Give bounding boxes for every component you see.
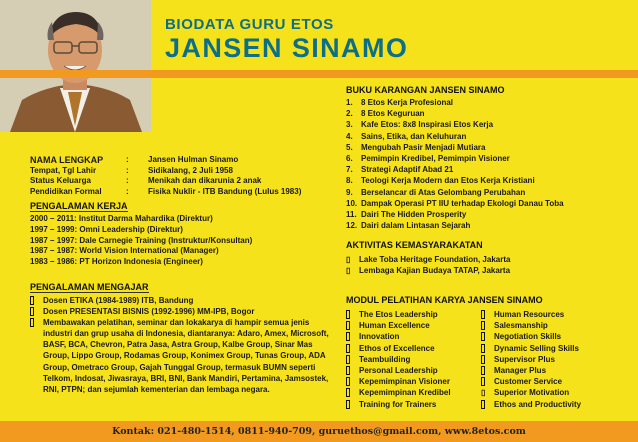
contact-info: Kontak: 021-480-1514, 0811-940-709, guruethos@gmail.com, www.8etos.com	[112, 426, 526, 437]
list-item: 9. Berselancar di Atas Gelombang Perubahan	[346, 187, 526, 197]
bullet-icon: ▯	[481, 388, 486, 398]
list-item: Innovation	[346, 331, 451, 342]
list-item: ▯ Superior Motivation	[481, 388, 570, 398]
list-item: 1997 – 1999: Omni Leadership (Direktur)	[30, 224, 183, 234]
bio-value: Menikah dan dikarunia 2 anak	[148, 176, 262, 186]
bio-value: Jansen Hulman Sinamo	[148, 155, 239, 164]
bio-colon: :	[126, 176, 129, 186]
teaching-title: PENGALAMAN MENGAJAR	[30, 282, 149, 292]
list-item: ▯ Lembaga Kajian Budaya TATAP, Jakarta	[346, 266, 511, 276]
bullet-icon	[30, 317, 40, 330]
list-item: Kepemimpinan Kredibel	[346, 387, 451, 398]
list-item: Dosen PRESENTASI BISNIS (1992-1996) MM-IPB, Bogor	[30, 306, 336, 317]
list-item: Teambuilding	[346, 354, 451, 365]
bio-label: Tempat, Tgl Lahir	[30, 165, 97, 175]
list-item: Negotiation Skills	[481, 331, 581, 342]
activities-list	[346, 254, 510, 276]
list-item: 4. Sains, Etika, dan Keluhuran	[346, 131, 467, 141]
list-item: 10. Dampak Operasi PT IIU terhadap Ekologi Danau Toba	[346, 198, 564, 208]
list-item: Training for Trainers	[346, 399, 451, 410]
modules-column-2	[481, 309, 581, 410]
header-accent-bar	[0, 70, 638, 78]
books-title: BUKU KARANGAN JANSEN SINAMO	[346, 85, 505, 95]
list-item: 3. Kafe Etos: 8x8 Inspirasi Etos Kerja	[346, 120, 494, 130]
bio-label: Pendidikan Formal	[30, 186, 102, 196]
bio-value: Sidikalang, 2 Juli 1958	[148, 165, 233, 175]
experience-title: PENGALAMAN KERJA	[30, 201, 128, 211]
bio-colon: :	[126, 186, 129, 196]
list-item: 8. Teologi Kerja Modern dan Etos Kerja Kristiani	[346, 176, 535, 186]
table-row	[30, 187, 301, 198]
list-item: 1987 – 1987: World Vision International (Manager)	[30, 246, 219, 256]
list-item: 1987 – 1997: Dale Carnegie Training (Instruktur/Konsultan)	[30, 235, 253, 245]
list-item: 12. Dairi dalam Lintasan Sejarah	[346, 221, 471, 231]
books-list	[346, 97, 564, 231]
list-item: Dosen ETIKA (1984-1989) ITB, Bandung	[30, 295, 336, 306]
table-row	[30, 166, 301, 177]
bullet-icon: ▯	[346, 255, 351, 264]
footer-bar	[0, 421, 638, 442]
bio-label: Status Keluarga	[30, 176, 91, 186]
bullet-icon	[346, 399, 356, 412]
list-item: Dynamic Selling Skills	[481, 343, 581, 354]
list-item: Supervisor Plus	[481, 354, 581, 365]
portrait-photo	[0, 0, 151, 132]
bio-value: Fisika Nuklir - ITB Bandung (Lulus 1983)	[148, 186, 302, 196]
portrait-illustration	[0, 0, 151, 132]
modules-column-1	[346, 309, 451, 410]
list-item: ▯ Lake Toba Heritage Foundation, Jakarta	[346, 255, 511, 264]
bullet-icon: ▯	[346, 266, 351, 276]
list-item: Customer Service	[481, 376, 581, 387]
bio-label: NAMA LENGKAP	[30, 155, 104, 165]
list-item: 1. 8 Etos Kerja Profesional	[346, 98, 454, 107]
list-item: 2000 – 2011: Institut Darma Mahardika (Direktur)	[30, 214, 213, 223]
list-item: Personal Leadership	[346, 365, 451, 376]
list-item: 1983 – 1986: PT Horizon Indonesia (Engineer)	[30, 257, 203, 267]
list-item: Manager Plus	[481, 365, 581, 376]
list-item: Membawakan pelatihan, seminar dan lokakarya di hampir semua jenis industri dan grup usaha di Indonesia, diantaranya: Adaro, Amex, Microsoft, BASF, BCA, Chevron, Patra Jasa, Astra Group, Kalbe Group, Sinar Mas Group, Lippo Group, Rodamas Group, Konimex Group, Tunas Group, ADA Group, Ometraco Group, Gajah Tunggal Group, termasuk BUMN seperti Telkom, Indosat, Jiwasraya, BRI, BNI, Bank Mandiri, Pertamina, Jamsostek, RNI, PTPN; dan sejumlah kementerian dan lembaga negara.	[30, 317, 336, 395]
list-item: 5. Mengubah Pasir Menjadi Mutiara	[346, 142, 486, 152]
biodata-label: BIODATA GURU ETOS	[165, 16, 334, 33]
name-title: JANSEN SINAMO	[165, 33, 409, 63]
list-item: 2. 8 Etos Keguruan	[346, 109, 425, 119]
list-item: Salesmanship	[481, 320, 581, 331]
list-item: 11. Dairi The Hidden Prosperity	[346, 210, 467, 220]
experience-list	[30, 214, 252, 268]
list-item: 7. Strategi Adaptif Abad 21	[346, 165, 454, 175]
list-item: Ethos and Productivity	[481, 399, 581, 410]
list-item: 6. Pemimpin Kredibel, Pemimpin Visioner	[346, 154, 510, 164]
list-item: Human Excellence	[346, 320, 451, 331]
teaching-list	[30, 295, 336, 395]
bullet-icon	[481, 399, 491, 412]
bio-colon: :	[126, 165, 129, 175]
bio-colon: :	[126, 155, 129, 164]
modules-title: MODUL PELATIHAN KARYA JANSEN SINAMO	[346, 295, 543, 305]
list-item: The Etos Leadership	[346, 309, 451, 320]
list-item: Ethos of Excellence	[346, 343, 451, 354]
list-item: Human Resources	[481, 309, 581, 320]
table-row	[30, 176, 301, 187]
table-row	[30, 155, 301, 166]
bio-table	[30, 155, 301, 197]
activities-title: AKTIVITAS KEMASYARAKATAN	[346, 240, 483, 250]
list-item: Kepemimpinan Visioner	[346, 376, 451, 387]
